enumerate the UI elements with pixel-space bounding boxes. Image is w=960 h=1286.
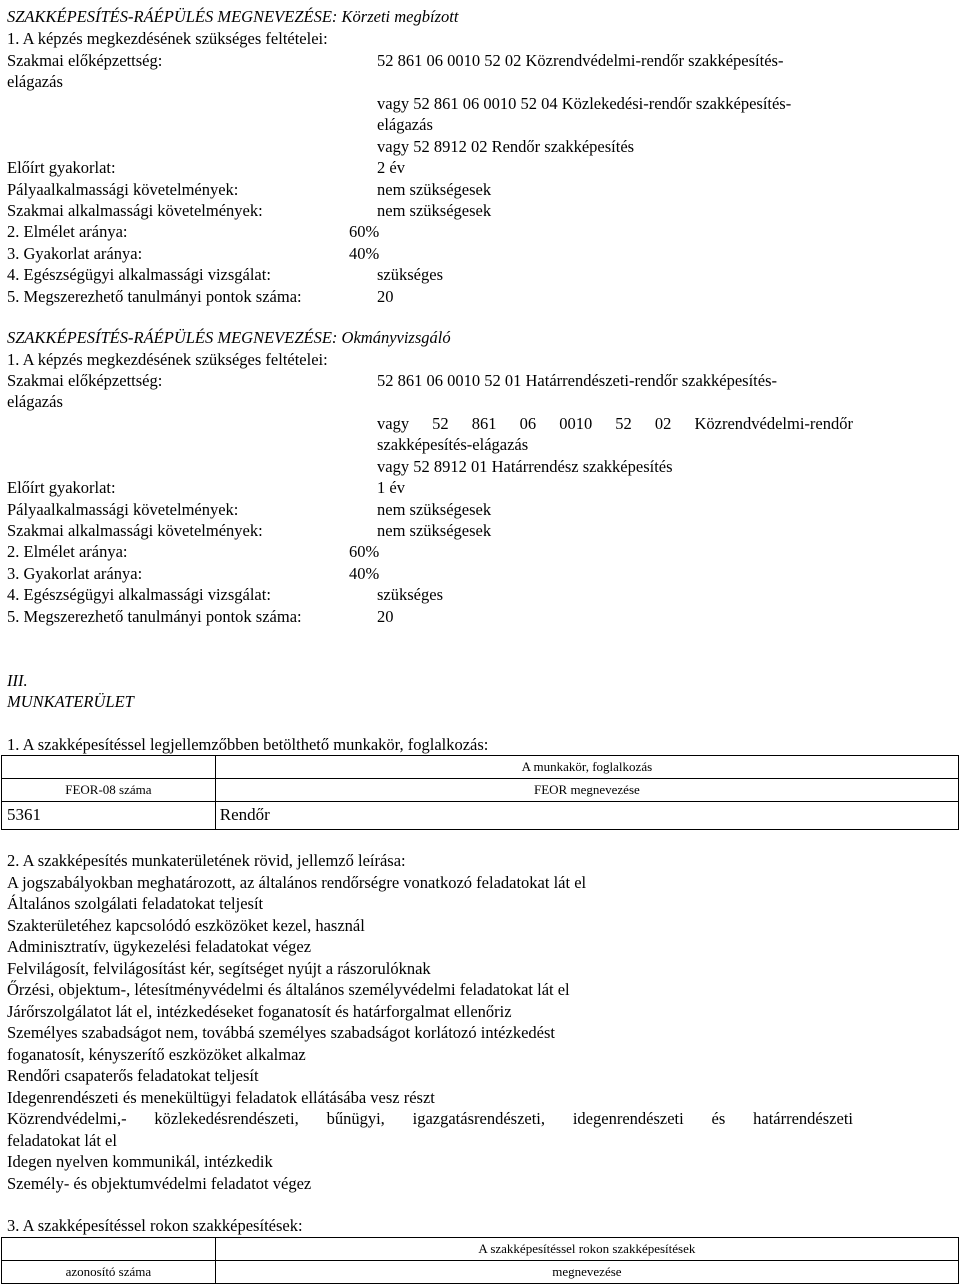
section2-practice-value: 1 év [377,478,405,497]
section1-requirements-heading: 1. A képzés megkezdésének szükséges feltételei: [7,29,328,48]
section1-prereq-1b: elágazás [7,72,63,91]
table-row [2,801,959,829]
section2-theory-value: 60% [349,542,380,561]
section1-prereq-3: vagy 52 8912 02 Rendőr szakképesítés [377,137,635,156]
jobs-table-group-header: A munkakör, foglalkozás [215,756,958,779]
description-line: Felvilágosít, felvilágosítást kér, segítséget nyújt a rászorulóknak [7,959,431,978]
related-heading: 3. A szakképesítéssel rokon szakképesítések: [7,1216,303,1235]
section1-credits-value: 20 [377,287,394,306]
section2-career-label: Pályaalkalmassági követelmények: [7,500,239,519]
description-line: Szakterületéhez kapcsolódó eszközöket kezel, használ [7,916,365,935]
section1-practice-ratio-label: 3. Gyakorlat aránya: [7,244,143,263]
section1-prereq-1a: 52 861 06 0010 52 02 Közrendvédelmi-rendőr szakképesítés- [377,51,784,70]
section2-theory-label: 2. Elmélet aránya: [7,542,128,561]
jobs-table-name-cell: Rendőr [215,801,958,829]
description-line: Közrendvédelmi,- közlekedésrendészeti, bűnügyi, igazgatásrendészeti, idegenrendészeti és határrendészeti [7,1109,853,1128]
description-line: feladatokat lát el [7,1131,117,1150]
section1-prereq-label: Szakmai előképzettség: [7,51,163,70]
jobs-table [1,755,959,830]
part3-title: MUNKATERÜLET [7,692,134,711]
jobs-table-col2-header: FEOR megnevezése [215,779,958,802]
related-table [1,1237,959,1284]
jobs-heading: 1. A szakképesítéssel legjellemzőbben betölthető munkakör, foglalkozás: [7,735,489,754]
description-line: Idegen nyelven kommunikál, intézkedik [7,1152,273,1171]
section2-practice-label: Előírt gyakorlat: [7,478,116,497]
part3-numeral: III. [7,671,28,690]
section1-career-value: nem szükségesek [377,180,492,199]
section2-credits-label: 5. Megszerezhető tanulmányi pontok száma: [7,607,302,626]
section1-practice-ratio-value: 40% [349,244,380,263]
section1-prereq-2a: vagy 52 861 06 0010 52 04 Közlekedési-rendőr szakképesítés- [377,94,792,113]
description-line: Őrzési, objektum-, létesítményvédelmi és általános személyvédelmi feladatokat lát el [7,980,570,999]
section1-practice-label: Előírt gyakorlat: [7,158,116,177]
section1-theory-value: 60% [349,222,380,241]
section2-practice-ratio-value: 40% [349,564,380,583]
description-line: A jogszabályokban meghatározott, az általános rendőrségre vonatkozó feladatokat lát el [7,873,587,892]
related-table-group-header: A szakképesítéssel rokon szakképesítések [215,1238,958,1261]
description-line: Adminisztratív, ügykezelési feladatokat végez [7,937,312,956]
related-table-col2-header: megnevezése [215,1261,958,1284]
section2-prereq-1b: elágazás [7,392,63,411]
description-line: Idegenrendészeti és menekültügyi feladatok ellátásába vesz részt [7,1088,435,1107]
section1-prof-value: nem szükségesek [377,201,492,220]
section2-prereq-2a: vagy 52 861 06 0010 52 02 Közrendvédelmi-rendőr [377,414,853,433]
section2-health-value: szükséges [377,585,443,604]
section2-health-label: 4. Egészségügyi alkalmassági vizsgálat: [7,585,271,604]
section1-practice-value: 2 év [377,158,405,177]
section1-career-label: Pályaalkalmassági követelmények: [7,180,239,199]
section1-title: SZAKKÉPESÍTÉS-RÁÉPÜLÉS MEGNEVEZÉSE: Körzeti megbízott [7,7,459,26]
jobs-table-col1-header: FEOR-08 száma [2,779,216,802]
section1-health-label: 4. Egészségügyi alkalmassági vizsgálat: [7,265,271,284]
section2-prereq-2b: szakképesítés-elágazás [377,435,529,454]
section2-prereq-3: vagy 52 8912 01 Határrendész szakképesítés [377,457,673,476]
description-heading: 2. A szakképesítés munkaterületének rövid, jellemző leírása: [7,851,406,870]
description-line: Rendőri csapaterős feladatokat teljesít [7,1066,259,1085]
description-line: foganatosít, kényszerítő eszközöket alkalmaz [7,1045,306,1064]
section2-title: SZAKKÉPESÍTÉS-RÁÉPÜLÉS MEGNEVEZÉSE: Okmányvizsgáló [7,328,451,347]
section2-requirements-heading: 1. A képzés megkezdésének szükséges feltételei: [7,350,328,369]
section2-prereq-1a: 52 861 06 0010 52 01 Határrendészeti-rendőr szakképesítés- [377,371,777,390]
section1-prereq-2b: elágazás [377,115,433,134]
jobs-table-code-cell: 5361 [2,801,216,829]
section2-career-value: nem szükségesek [377,500,492,519]
description-line: Személy- és objektumvédelmi feladatot végez [7,1174,312,1193]
section2-prof-label: Szakmai alkalmassági követelmények: [7,521,263,540]
section2-prof-value: nem szükségesek [377,521,492,540]
description-line: Személyes szabadságot nem, továbbá személyes szabadságot korlátozó intézkedést [7,1023,555,1042]
section1-theory-label: 2. Elmélet aránya: [7,222,128,241]
section2-prereq-label: Szakmai előképzettség: [7,371,163,390]
section1-health-value: szükséges [377,265,443,284]
related-table-col1-header: azonosító száma [2,1261,216,1284]
section2-credits-value: 20 [377,607,394,626]
section2-practice-ratio-label: 3. Gyakorlat aránya: [7,564,143,583]
section1-credits-label: 5. Megszerezhető tanulmányi pontok száma: [7,287,302,306]
section1-prof-label: Szakmai alkalmassági követelmények: [7,201,263,220]
description-line: Járőrszolgálatot lát el, intézkedéseket foganatosít és határforgalmat ellenőriz [7,1002,512,1021]
description-line: Általános szolgálati feladatokat teljesít [7,894,264,913]
